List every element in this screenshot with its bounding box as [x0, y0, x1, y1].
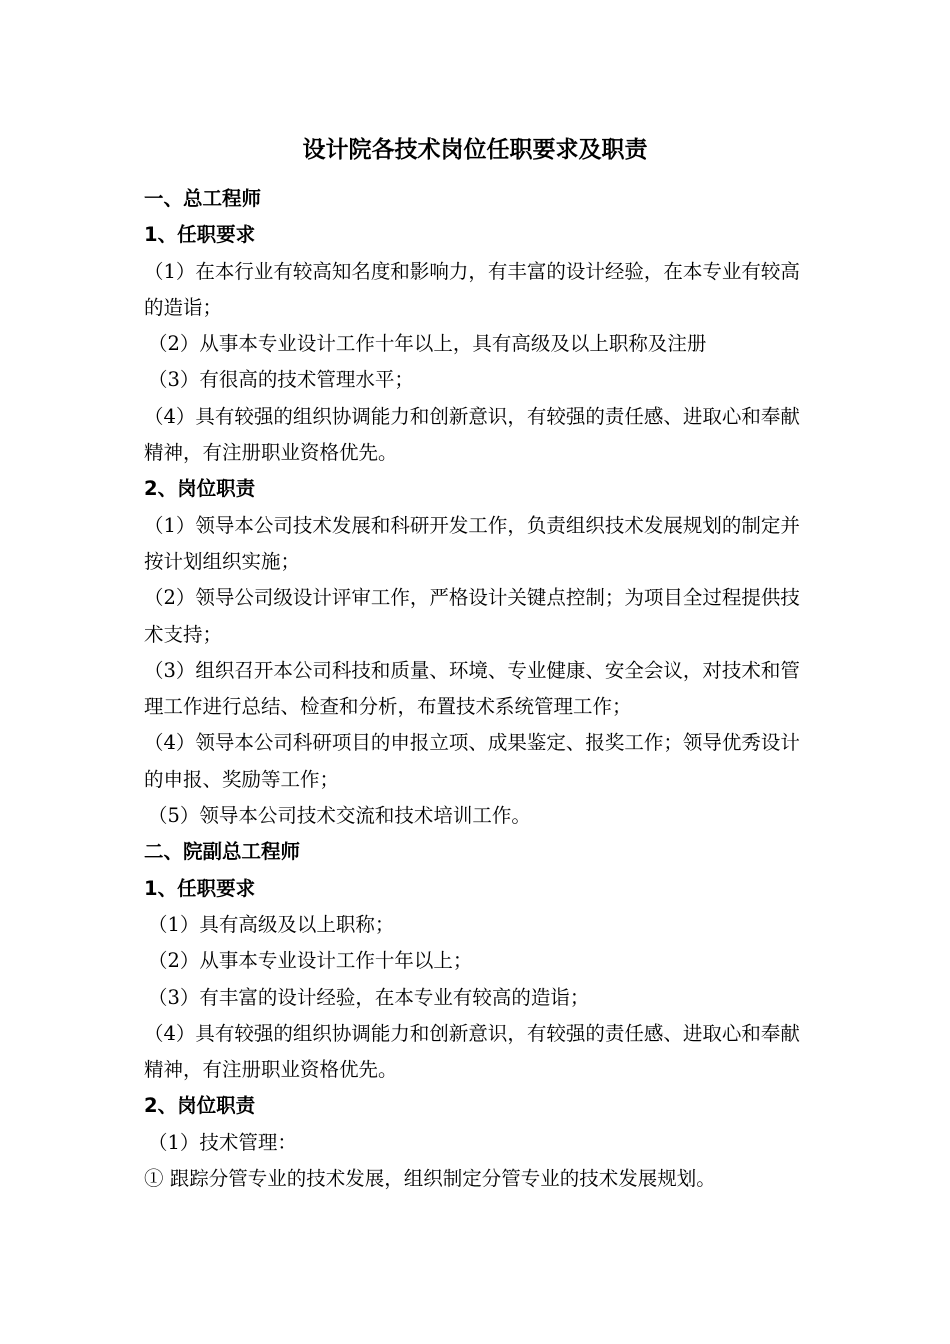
list-item: （4）具有较强的组织协调能力和创新意识，有较强的责任感、进取心和奉献精神，有注册职业资格优先。	[144, 404, 800, 465]
list-item: （3）有很高的技术管理水平；	[148, 368, 414, 392]
list-item: （1）具有高级及以上职称；	[148, 912, 395, 936]
document-body	[144, 181, 819, 1197]
document-title: 设计院各技术岗位任职要求及职责	[302, 137, 648, 163]
list-item: （1）在本行业有较高知名度和影响力，有丰富的设计经验，在本专业有较高的造诣；	[144, 259, 800, 319]
subsection-heading: 1、任职要求	[144, 876, 256, 900]
section-heading: 二、院副总工程师	[144, 840, 301, 864]
list-item: （3）组织召开本公司科技和质量、环境、专业健康、安全会议，对技术和管理工作进行总结、检查和分析，布置技术系统管理工作；	[144, 658, 800, 719]
list-item: （3）有丰富的设计经验，在本专业有较高的造诣；	[148, 985, 590, 1009]
list-item: ① 跟踪分管专业的技术发展，组织制定分管专业的技术发展规划。	[144, 1167, 716, 1191]
list-item: （2）领导公司级设计评审工作，严格设计关键点控制；为项目全过程提供技术支持；	[144, 586, 800, 646]
list-item: （4）领导本公司科研项目的申报立项、成果鉴定、报奖工作；领导优秀设计的申报、奖励等工作；	[144, 731, 800, 791]
subsection-heading: 2、岗位职责	[144, 477, 256, 501]
list-item: （5）领导本公司技术交流和技术培训工作。	[148, 804, 531, 828]
list-item: （2）从事本专业设计工作十年以上；	[148, 949, 473, 973]
list-item: （4）具有较强的组织协调能力和创新意识，有较强的责任感、进取心和奉献精神，有注册职业资格优先。	[144, 1021, 800, 1082]
subsection-heading: 2、岗位职责	[144, 1094, 256, 1118]
subsection-heading: 1、任职要求	[144, 223, 256, 247]
section-heading: 一、总工程师	[144, 187, 262, 210]
list-item: （1）领导本公司技术发展和科研开发工作，负责组织技术发展规划的制定并按计划组织实施；	[144, 513, 800, 573]
list-item: （2）从事本专业设计工作十年以上，具有高级及以上职称及注册	[148, 332, 707, 356]
list-item: （1）技术管理：	[148, 1130, 297, 1154]
